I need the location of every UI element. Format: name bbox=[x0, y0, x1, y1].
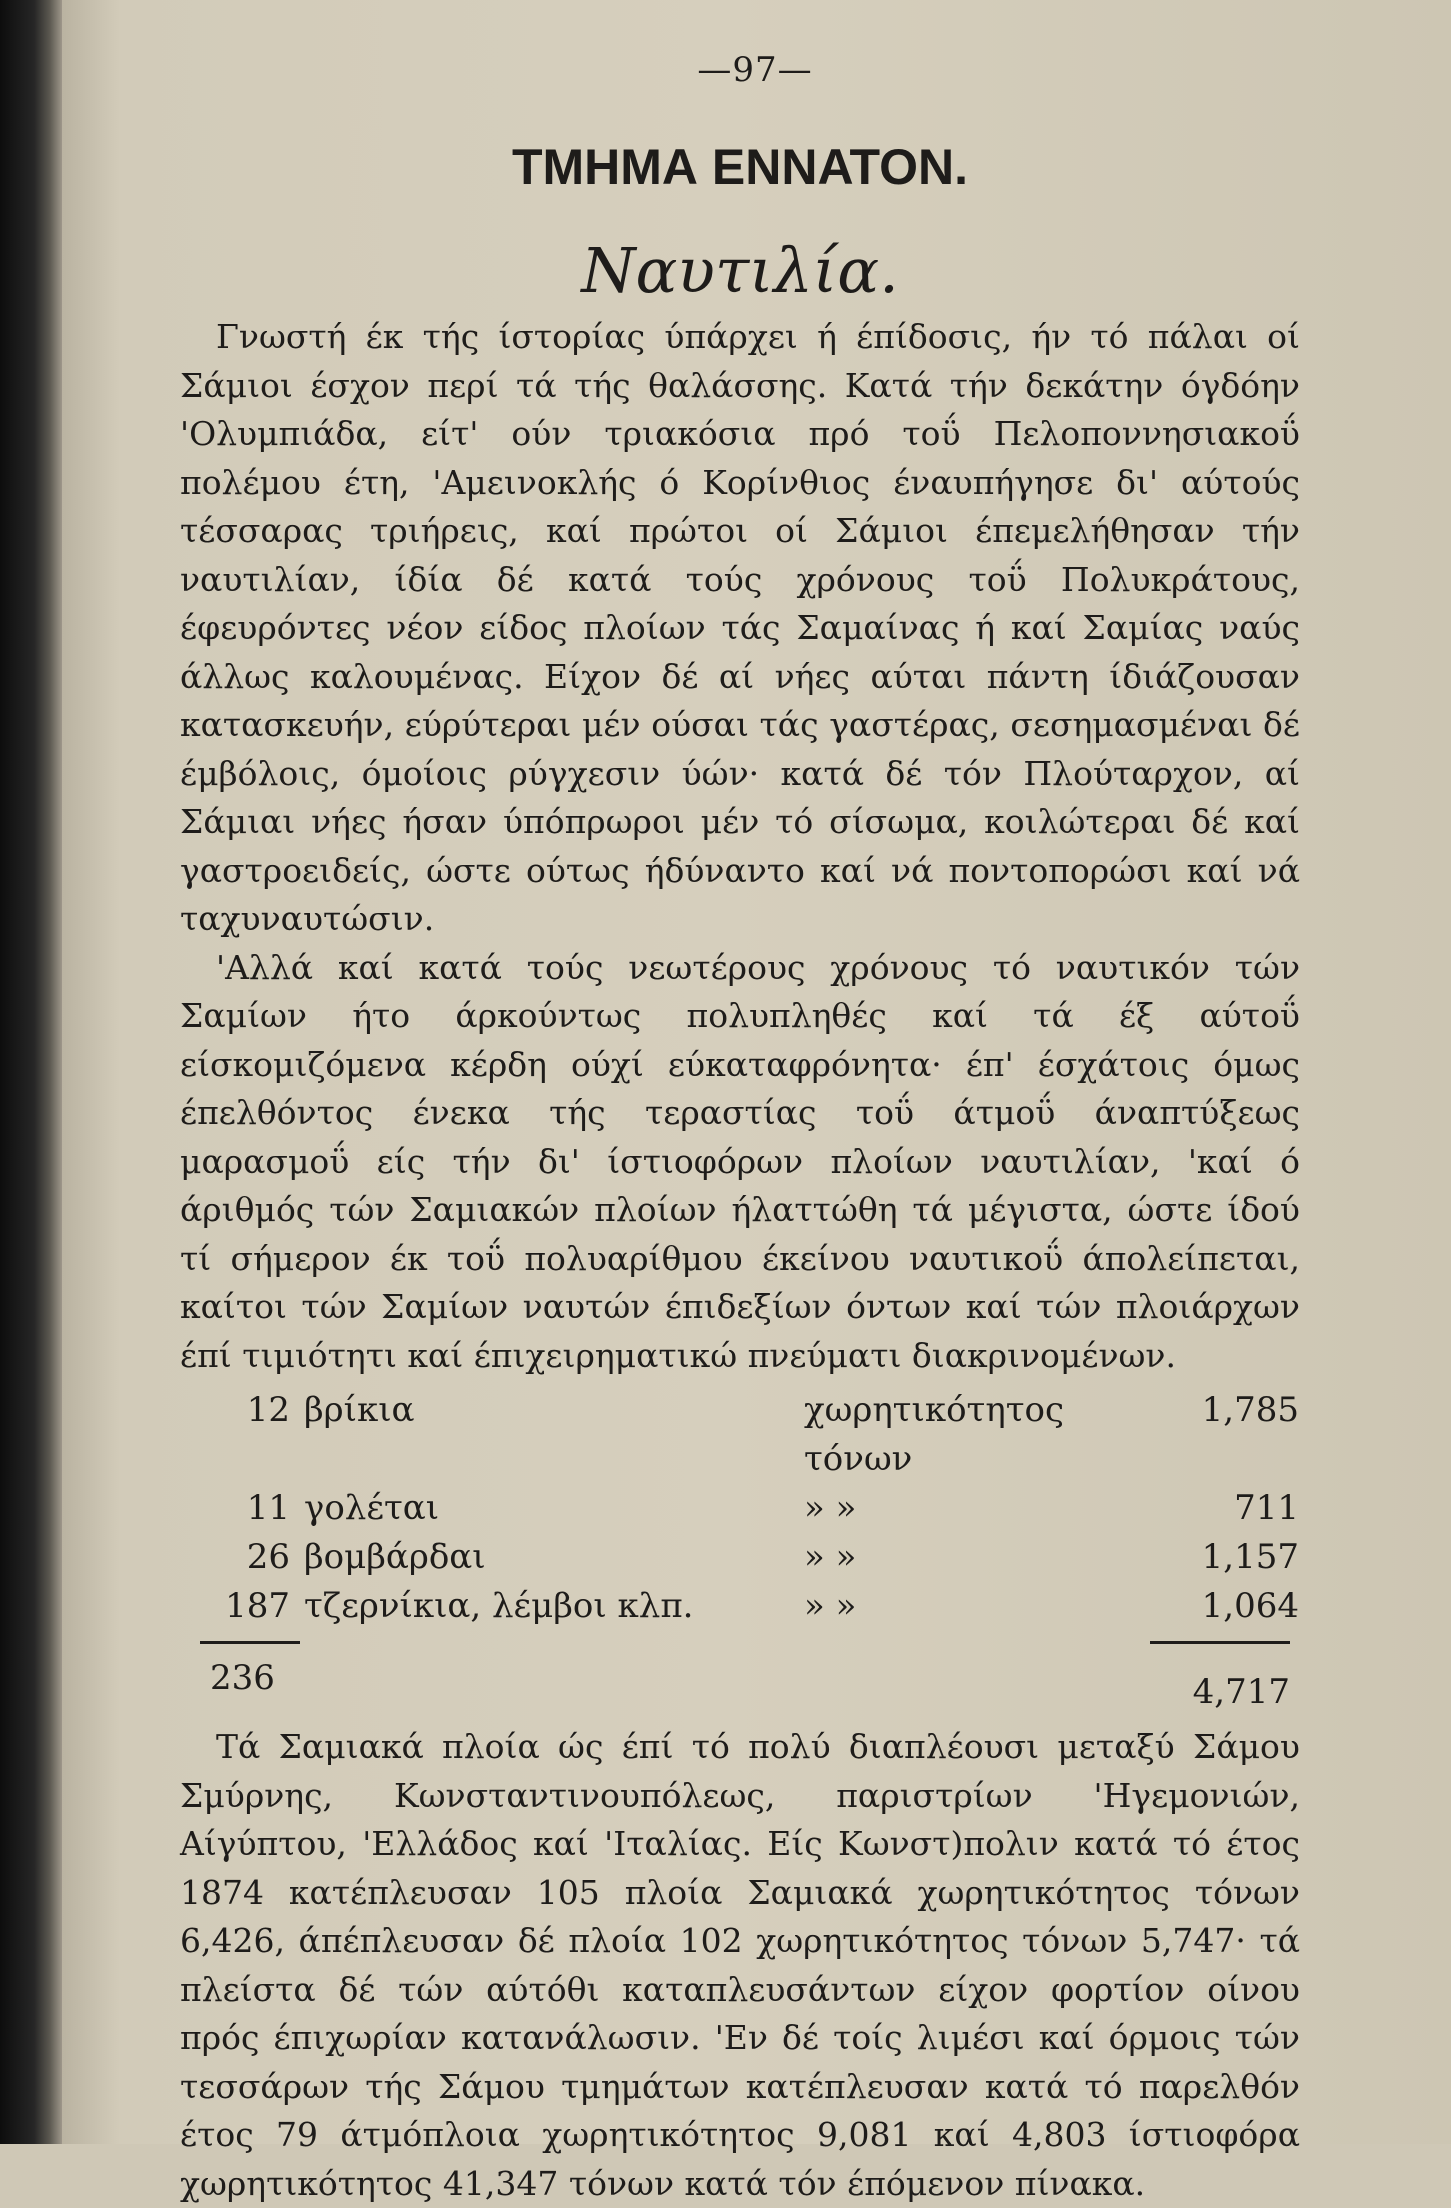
ship-type: βρίκια bbox=[304, 1390, 415, 1430]
totals-row bbox=[180, 1653, 1300, 1717]
total-tonnage: 4,717 bbox=[1192, 1672, 1290, 1712]
ship-type: βομβάρδαι bbox=[304, 1537, 486, 1577]
page-content bbox=[180, 50, 1300, 2208]
tonnage-unit: » » bbox=[804, 1586, 857, 1626]
ship-count: 26 bbox=[246, 1537, 290, 1577]
ship-count: 187 bbox=[225, 1586, 290, 1626]
total-ship-count: 236 bbox=[210, 1658, 275, 1698]
subheading: Ναυτιλία. bbox=[581, 234, 899, 307]
ship-type: γολέται bbox=[304, 1488, 440, 1528]
tonnage-value: 1,785 bbox=[1201, 1390, 1299, 1430]
table-row bbox=[180, 1533, 1300, 1582]
table-row bbox=[180, 1386, 1300, 1484]
section-heading: ΤΜΗΜΑ ΕΝΝΑΤΟΝ. bbox=[511, 139, 968, 195]
table-row bbox=[180, 1582, 1300, 1631]
ship-count: 11 bbox=[246, 1488, 290, 1528]
tonnage-table bbox=[180, 1386, 1300, 1717]
book-spine-shadow bbox=[0, 0, 62, 2144]
ship-count: 12 bbox=[246, 1390, 290, 1430]
table-row bbox=[180, 1484, 1300, 1533]
sum-rules bbox=[180, 1631, 1300, 1653]
sum-rule-left bbox=[200, 1641, 300, 1644]
tonnage-value: 1,064 bbox=[1201, 1586, 1299, 1626]
tonnage-value: 1,157 bbox=[1201, 1537, 1299, 1577]
sum-rule-right bbox=[1150, 1641, 1290, 1644]
paragraph-3: Τά Σαμιακά πλοία ώς έπί τό πολύ διαπλέουσι μεταξύ Σάμου Σμύρνης, Κωνσταντινουπόλεως, παριστρίων 'Ηγεμονιών, Αίγύπτου, 'Ελλάδος καί 'Ιταλίας. Είς Κωνστ)πολιν κατά τό έτος 1874 κατέπλευσαν 105 πλοία Σαμιακά χωρητικότητος τόνων 6,426, άπέπλευσαν δέ πλοία 102 χωρητικότητος τόνων 5,747· τά πλείστα δέ τών αύτόθι καταπλευσάντων είχον φορτίον οίνου πρός έπιχωρίαν κατανάλωσιν. 'Εν δέ τοίς λιμέσι καί όρμοις τών τεσσάρων τής Σάμου τμημάτων κατέπλευσαν κατά τό παρελθόν έτος 79 άτμόπλοια χωρητικότητος 9,081 καί 4,803 ίστιοφόρα χωρητικότητος 41,347 τόνων κατά τόν έπόμενον πίνακα. bbox=[180, 1727, 1300, 2203]
page-number: —97— bbox=[697, 50, 813, 90]
tonnage-unit: » » bbox=[804, 1537, 857, 1577]
ship-type: τζερνίκια, λέμβοι κλπ. bbox=[304, 1586, 694, 1626]
paragraph-1: Γνωστή έκ τής ίστορίας ύπάρχει ή έπίδοσις, ήν τό πάλαι οί Σάμιοι έσχον περί τά τής θαλάσσης. Κατά τήν δεκάτην όγδόην 'Ολυμπιάδα, είτ' ούν τριακόσια πρό τοΰ Πελοποννησιακοΰ πολέμου έτη, 'Αμεινοκλής ό Κορίνθιος έναυπήγησε δι' αύτούς τέσσαρας τριήρεις, καί πρώτοι οί Σάμιοι έπεμελήθησαν τήν ναυτιλίαν, ίδία δέ κατά τούς χρόνους τοΰ Πολυκράτους, έφευρόντες νέον είδος πλοίων τάς Σαμαίνας ή καί Σαμίας ναύς άλλως καλουμένας. Είχον δέ αί νήες αύται πάντη ίδιάζουσαν κατασκευήν, εύρύτεραι μέν ούσαι τάς γαστέρας, σεσημασμέναι δέ έμβόλοις, όμοίοις ρύγχεσιν ύών· κατά δέ τόν Πλούταρχον, αί Σάμιαι νήες ήσαν ύπόπρωροι μέν τό σίσωμα, κοιλώτεραι δέ καί γαστροειδείς, ώστε ούτως ήδύναντο καί νά ποντοπορώσι καί νά ταχυναυτώσιν. bbox=[180, 317, 1300, 938]
tonnage-value: 711 bbox=[1234, 1488, 1299, 1528]
tonnage-unit: χωρητικότητος τόνων bbox=[804, 1390, 1065, 1479]
tonnage-unit: » » bbox=[804, 1488, 857, 1528]
paragraph-2: 'Αλλά καί κατά τούς νεωτέρους χρόνους τό ναυτικόν τών Σαμίων ήτο άρκούντως πολυπληθές καί τά έξ αύτοΰ είσκομιζόμενα κέρδη ούχί εύκαταφρόνητα· έπ' έσχάτοις όμως έπελθόντος ένεκα τής τεραστίας τοΰ άτμοΰ άναπτύξεως μαρασμοΰ είς τήν δι' ίστιοφόρων πλοίων ναυτιλίαν, 'καί ό άριθμός τών Σαμιακών πλοίων ήλαττώθη τά μέγιστα, ώστε ίδού τί σήμερον έκ τοΰ πολυαρίθμου έκείνου ναυτικοΰ άπολείπεται, καίτοι τών Σαμίων ναυτών έπιδεξίων όντων καί τών πλοιάρχων έπί τιμιότητι καί έπιχειρηματικώ πνεύματι διακρινομένων. bbox=[180, 947, 1300, 1375]
